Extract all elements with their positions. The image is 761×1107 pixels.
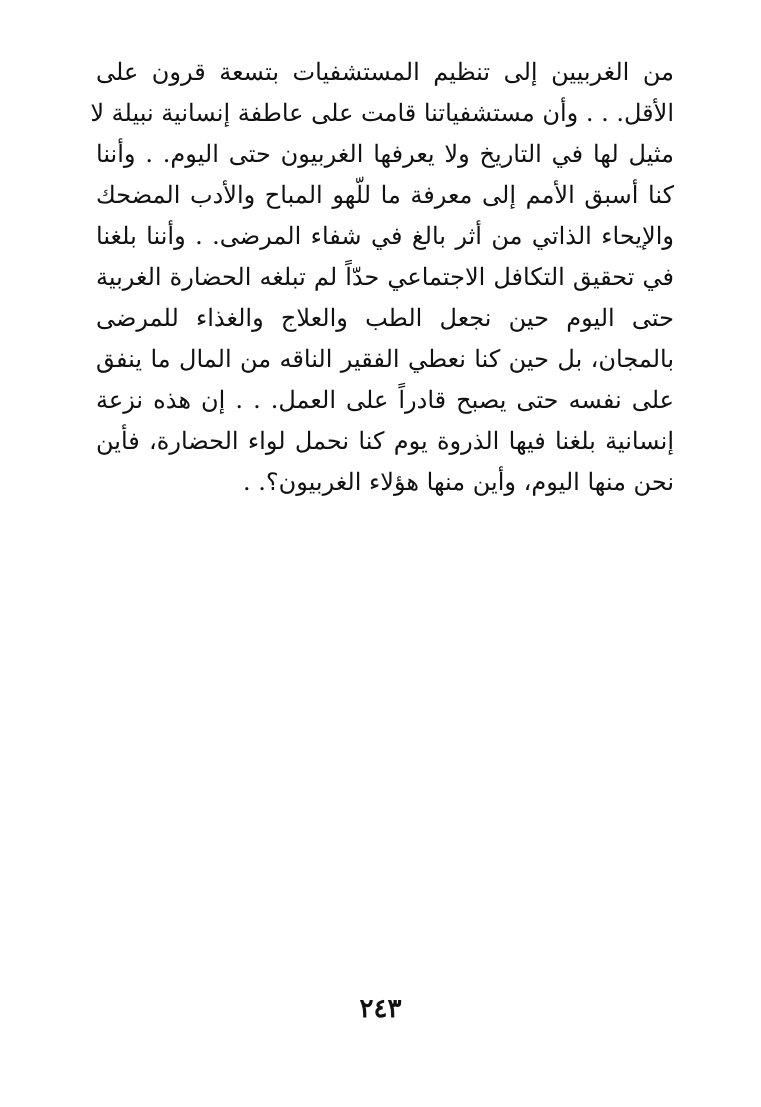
text-line: من الغربيين إلى تنظيم المستشفيات بتسعة قرون على (96, 58, 674, 86)
text-line: حتى اليوم حين نجعل الطب والعلاج والغذاء للمرضى (96, 304, 674, 332)
page-number: ٢٤٣ (359, 994, 402, 1024)
text-line: بالمجان، بل حين كنا نعطي الفقير الناقه من المال ما ينفق (96, 345, 675, 373)
text-line: نحن منها اليوم، وأين منها هؤلاء الغربيون؟. . (243, 468, 674, 496)
text-line: مثيل لها في التاريخ ولا يعرفها الغربيون حتى اليوم. . وأننا (96, 140, 674, 168)
text-line: إنسانية بلغنا فيها الذروة يوم كنا نحمل لواء الحضارة، فأين (96, 427, 674, 455)
text-line: في تحقيق التكافل الاجتماعي حدّاً لم تبلغه الحضارة الغربية (96, 263, 674, 291)
text-line: كنا أسبق الأمم إلى معرفة ما للّهو المباح والأدب المضحك (96, 181, 674, 209)
text-line: والإيحاء الذاتي من أثر بالغ في شفاء المرضى. . وأننا بلغنا (96, 222, 674, 250)
text-line: على نفسه حتى يصبح قادراً على العمل. . . إن هذه نزعة (96, 386, 674, 414)
body-text (90, 52, 675, 503)
text-line: الأقل. . . وأن مستشفياتنا قامت على عاطفة إنسانية نبيلة لا (90, 99, 674, 127)
